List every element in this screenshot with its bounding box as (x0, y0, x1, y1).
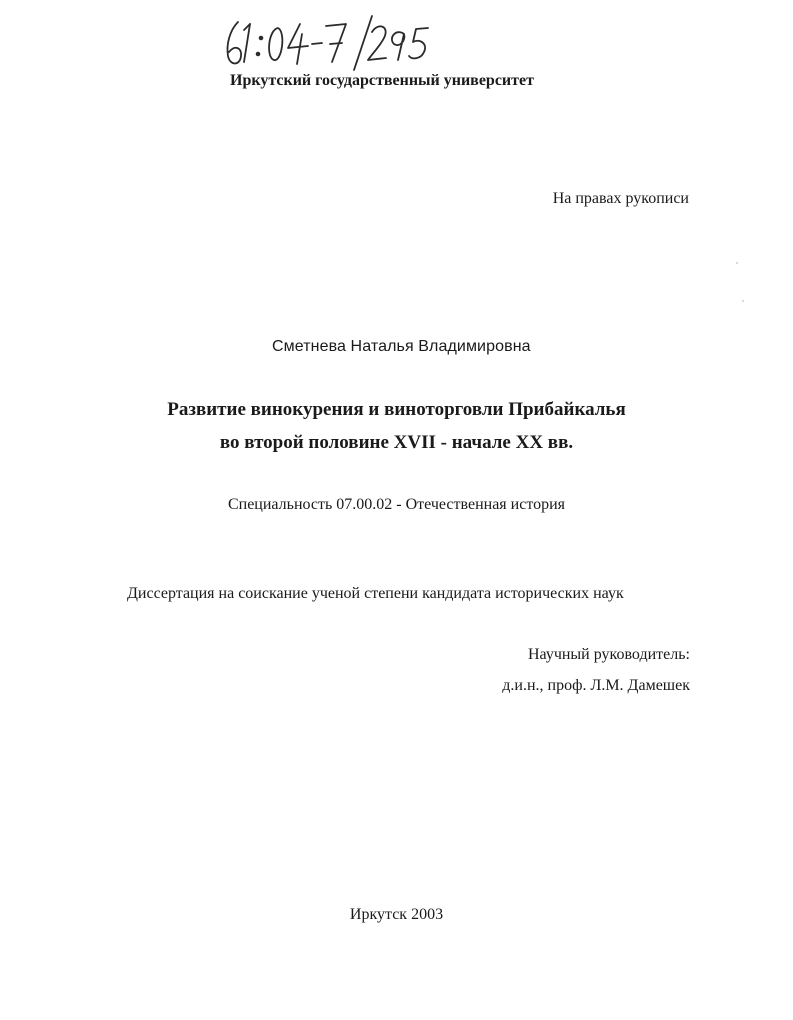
title-line-1: Развитие винокурения и виноторговли Прибайкалья (167, 399, 626, 420)
university-name: Иркутский государственный университет (230, 72, 534, 89)
supervisor-label: Научный руководитель: (527, 646, 690, 663)
scan-speck (736, 262, 738, 264)
title-line-2: во второй половине XVII - начале XX вв. (219, 432, 574, 453)
author-name: Сметнева Наталья Владимировна (272, 338, 531, 355)
specialty: Специальность 07.00.02 - Отечественная история (227, 496, 566, 513)
supervisor-name: д.и.н., проф. Л.М. Дамешек (502, 677, 690, 694)
city-year: Иркутск 2003 (349, 906, 444, 923)
scan-speck (742, 300, 744, 302)
handwritten-archive-code (222, 14, 432, 72)
manuscript-note: На правах рукописи (552, 190, 689, 207)
dissertation-statement: Диссертация на соискание ученой степени кандидата исторических наук (127, 585, 624, 602)
